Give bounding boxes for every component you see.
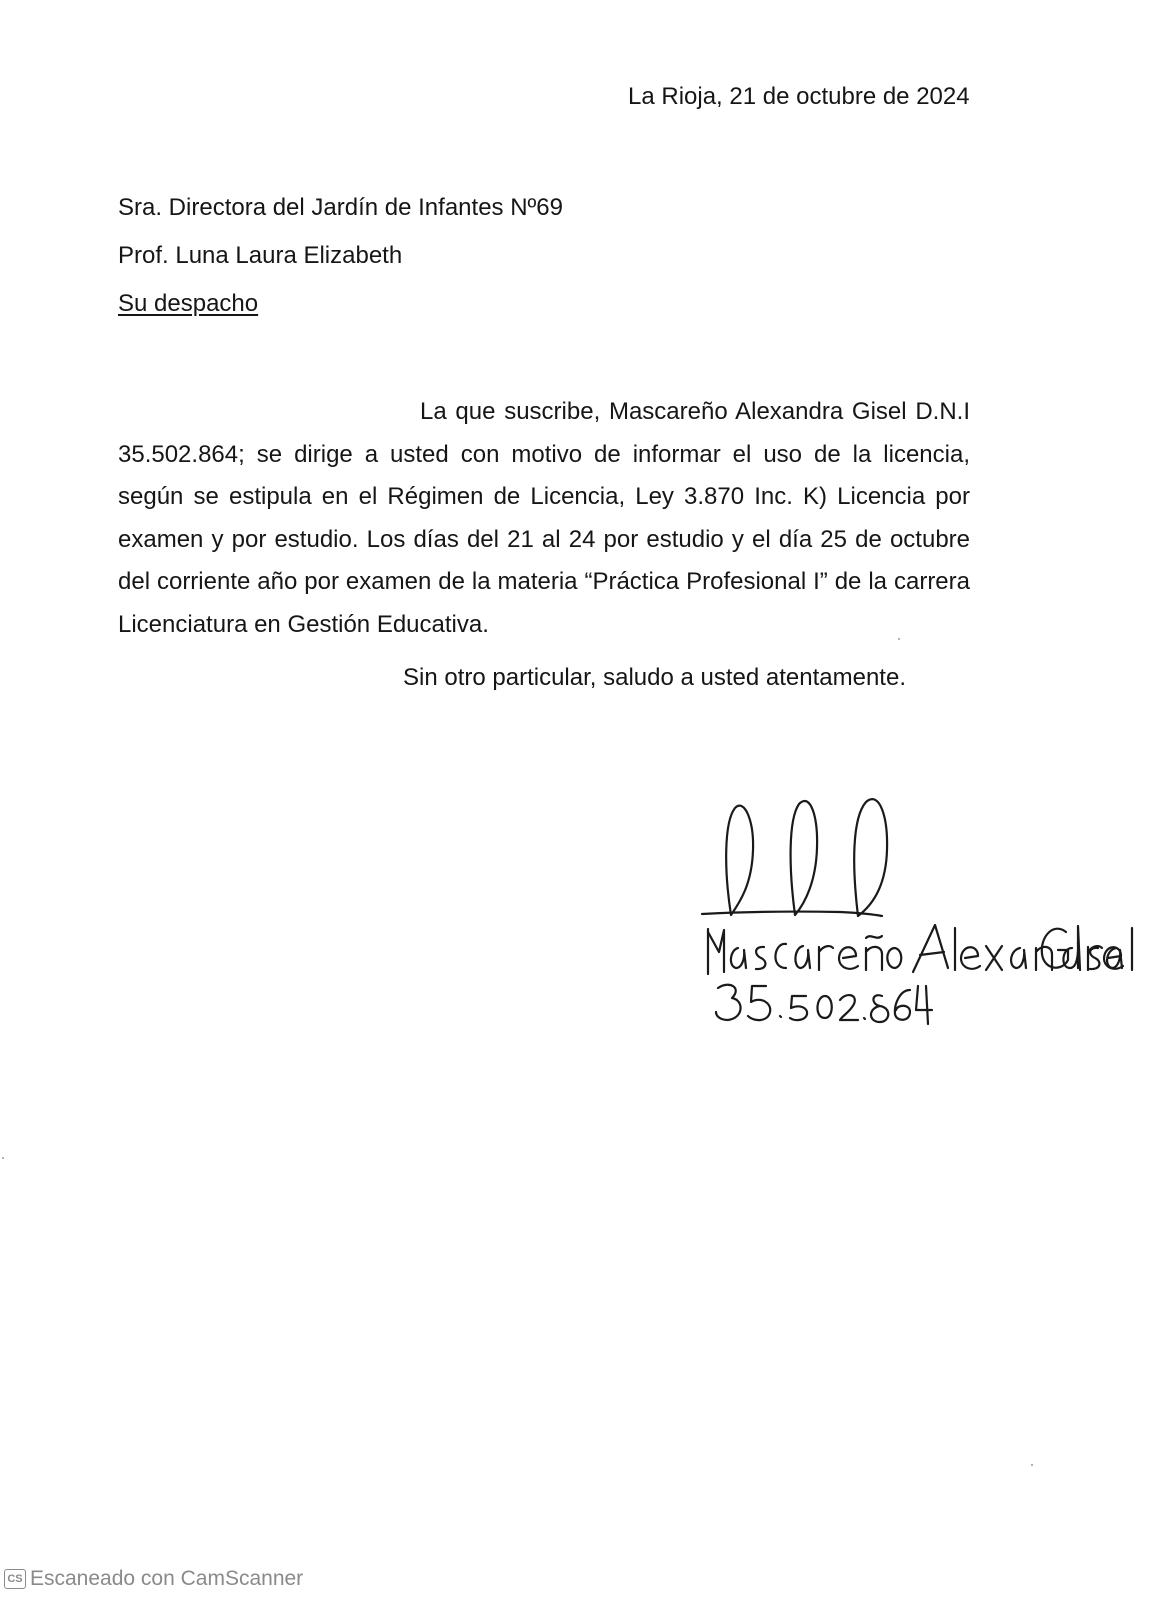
signature-loop [726,806,753,915]
scan-speck [2,1157,4,1159]
camscanner-text: Escaneado con CamScanner [30,1567,304,1590]
signature-underline [702,912,882,916]
signature-loop [854,799,887,916]
camscanner-icon: CS [4,1569,26,1589]
signature-loop [791,801,818,915]
recipient-office: Su despacho [118,290,259,317]
scan-speck [1031,1464,1033,1466]
recipient-name: Prof. Luna Laura Elizabeth [118,242,403,269]
letter-closing: Sin otro particular, saludo a usted atentamente. [403,664,906,691]
camscanner-footer [4,1565,303,1593]
recipient-title: Sra. Directora del Jardín de Infantes Nº69 [118,194,563,221]
letter-body: La que suscribe, Mascareño Alexandra Gisel D.N.I 35.502.864; se dirige a usted con motivo de informar el uso de la licencia, según se estipula en el Régimen de Licencia, Ley 3.870 Inc. K) Licencia por examen y por estudio. Los días del 21 al 24 por estudio y el día 25 de octubre del corriente año por examen de la materia “Práctica Profesional I” de la carrera Licenciatura en Gestión Educativa. [118,398,970,638]
place-date: La Rioja, 21 de octubre de 2024 [628,83,970,110]
scan-speck [898,638,900,640]
